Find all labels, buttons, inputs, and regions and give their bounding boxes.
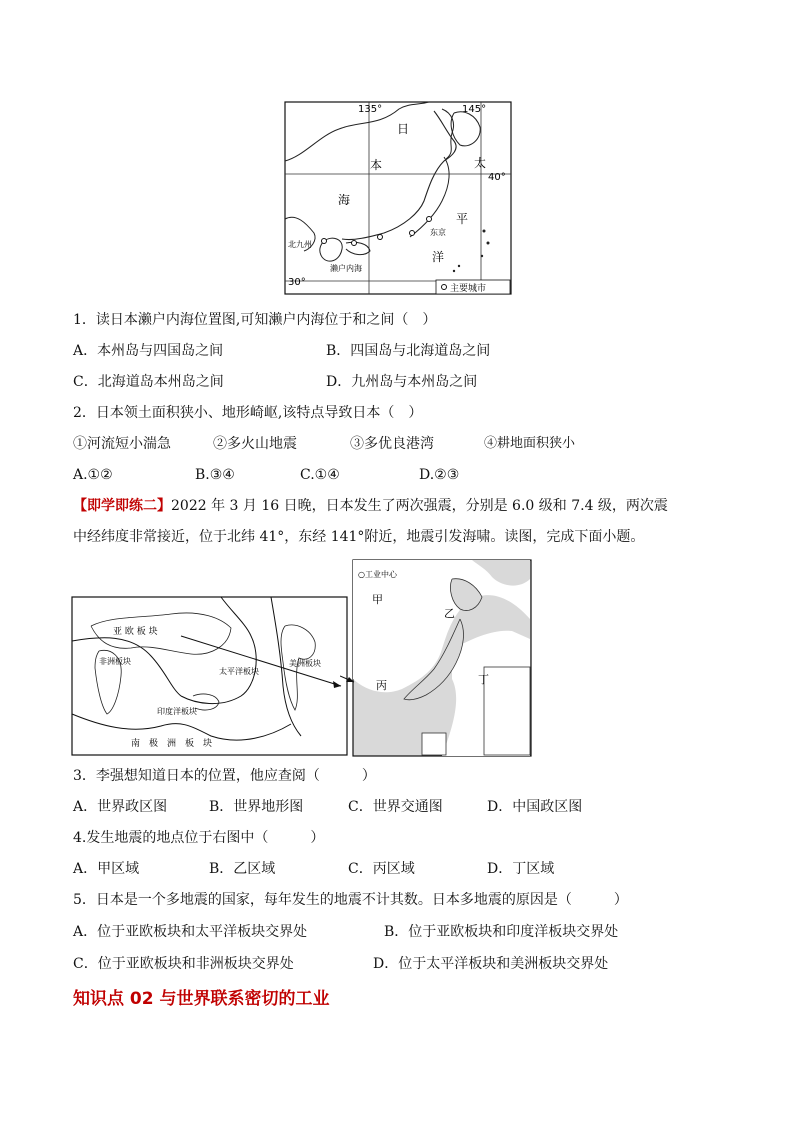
lon-145-label: 145°: [462, 104, 487, 115]
question-1: 1．读日本濑户内海位置图,可知濑户内海位于和之间（ ）: [73, 312, 437, 328]
connector-arrow: [340, 670, 360, 690]
sea-char-1: 日: [397, 122, 410, 136]
plate-african: [99, 656, 131, 666]
sea-char-3: 海: [338, 193, 351, 207]
practice-intro-line-1: [73, 497, 668, 515]
plate-pacific: 太平洋板块: [219, 667, 259, 676]
plate-indian: 印度洋板块: [157, 707, 197, 716]
plate-american: 美洲板块: [289, 659, 321, 668]
city-tokyo: 东京: [430, 228, 446, 237]
region-jia: 甲: [372, 593, 383, 606]
industrial-center-legend: ○工业中心: [358, 570, 397, 579]
question-5: 5．日本是一个多地震的国家，每年发生的地震不计其数。日本多地震的原因是（ ）: [73, 892, 628, 908]
q2-option-d[interactable]: D.②③: [419, 467, 460, 483]
plate-eurasian: 亚 欧 板 块: [113, 627, 158, 637]
question-4: 4.发生地震的地点位于右图中（ ）: [73, 830, 325, 846]
lat-30-label: 30°: [288, 277, 306, 288]
q2-option-a[interactable]: A.①②: [73, 467, 113, 483]
q3-option-a[interactable]: A．世界政区图: [73, 799, 168, 815]
practice-tag: 【即学即练二】: [73, 498, 171, 514]
sea-char-2: 本: [370, 158, 383, 172]
q5-option-a[interactable]: A．位于亚欧板块和太平洋板块交界处: [73, 924, 308, 940]
japan-inland-sea-map: [284, 101, 512, 295]
q2-item-1: ①河流短小湍急: [73, 436, 171, 452]
region-yi: 乙: [444, 607, 455, 620]
q2-option-c[interactable]: C.①④: [300, 467, 340, 483]
ocean-char-2: 平: [456, 212, 469, 226]
q3-option-c[interactable]: C．世界交通图: [348, 799, 443, 815]
japan-regions-map: [352, 559, 532, 757]
plate-african-label: 非洲板块: [99, 657, 131, 666]
inland-sea-label: 濑户内海: [330, 264, 362, 273]
q3-option-d[interactable]: D．中国政区图: [487, 799, 583, 815]
q2-item-3: ③多优良港湾: [350, 436, 434, 452]
q1-option-b[interactable]: B．四国岛与北海道岛之间: [326, 343, 491, 359]
q3-option-b[interactable]: B．世界地形图: [209, 799, 304, 815]
question-2: 2．日本领土面积狭小、地形崎岖,该特点导致日本（ ）: [73, 405, 423, 421]
q5-option-c[interactable]: C．位于亚欧板块和非洲板块交界处: [73, 956, 294, 972]
world-plates-map: [71, 596, 348, 756]
practice-text-1: 2022 年 3 月 16 日晚，日本发生了两次强震，分别是 6.0 级和 7.4 级，两次震: [171, 498, 668, 514]
city-kitakyushu: 北九州: [288, 240, 312, 249]
q1-option-d[interactable]: D．九州岛与本州岛之间: [326, 374, 478, 390]
q4-option-c[interactable]: C．丙区域: [348, 861, 415, 877]
q2-item-2: ②多火山地震: [213, 436, 297, 452]
q5-option-d[interactable]: D．位于太平洋板块和美洲板块交界处: [373, 956, 609, 972]
legend-major-city: 主要城市: [450, 284, 487, 294]
q1-option-a[interactable]: A．本州岛与四国岛之间: [73, 343, 224, 359]
region-bing: 丙: [376, 679, 387, 692]
q5-option-b[interactable]: B．位于亚欧板块和印度洋板块交界处: [384, 924, 619, 940]
q2-item-4: ④耕地面积狭小: [484, 436, 576, 451]
q4-option-d[interactable]: D．丁区域: [487, 861, 555, 877]
question-3: 3．李强想知道日本的位置，他应查阅（ ）: [73, 768, 376, 784]
ocean-char-3: 洋: [432, 250, 445, 264]
plate-antarctic: 南 极 洲 板 块: [131, 739, 213, 749]
q4-option-a[interactable]: A．甲区域: [73, 861, 140, 877]
lon-135-label: 135°: [358, 104, 383, 115]
section-heading: 知识点 02 与世界联系密切的工业: [73, 989, 330, 1009]
practice-intro-line-2: 中经纬度非常接近，位于北纬 41°，东经 141°附近，地震引发海啸。读图，完成下面小题。: [73, 529, 645, 545]
region-ding: 丁: [478, 673, 489, 686]
lat-40-label: 40°: [488, 172, 506, 183]
q4-option-b[interactable]: B．乙区域: [209, 861, 276, 877]
q2-option-b[interactable]: B.③④: [195, 467, 235, 483]
q1-option-c[interactable]: C．北海道岛本州岛之间: [73, 374, 224, 390]
ocean-char-1: 太: [474, 156, 487, 170]
